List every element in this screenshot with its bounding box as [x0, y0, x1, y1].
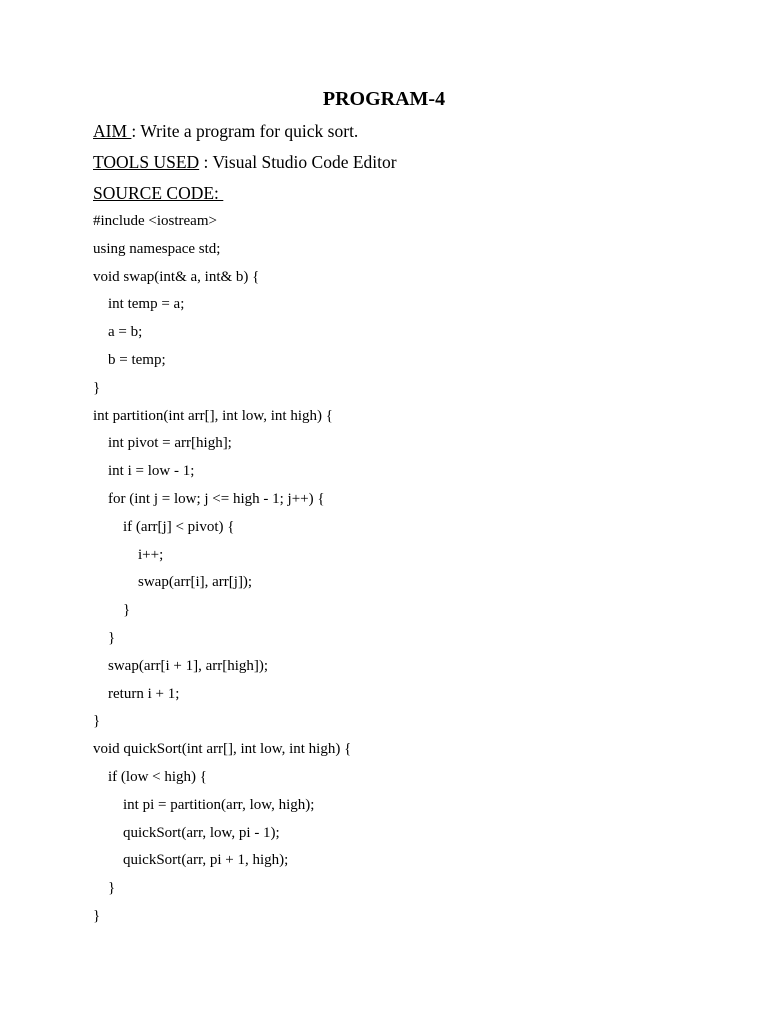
- source-code-label: SOURCE CODE:: [93, 183, 224, 203]
- code-line: #include <iostream>: [93, 213, 217, 229]
- code-line: }: [93, 713, 101, 730]
- code-line: quickSort(arr, low, pi - 1);: [93, 824, 280, 841]
- code-line: int pi = partition(arr, low, high);: [93, 796, 315, 813]
- aim-line: [93, 120, 358, 142]
- code-line: void swap(int& a, int& b) {: [93, 268, 260, 285]
- code-line: b = temp;: [93, 351, 166, 368]
- aim-label: AIM: [93, 121, 132, 141]
- code-line: }: [93, 907, 101, 924]
- code-line: }: [93, 629, 116, 646]
- code-line: int partition(int arr[], int low, int high) {: [93, 407, 333, 424]
- code-line: if (low < high) {: [93, 768, 207, 785]
- tools-line: [93, 151, 397, 173]
- code-line: quickSort(arr, pi + 1, high);: [93, 852, 289, 869]
- code-line: }: [93, 379, 101, 396]
- code-line: int temp = a;: [93, 296, 185, 313]
- source-code-block: [93, 208, 351, 931]
- code-line: return i + 1;: [93, 685, 180, 702]
- code-line: a = b;: [93, 324, 143, 341]
- code-line: if (arr[j] < pivot) {: [93, 518, 235, 535]
- page-title: PROGRAM-4: [322, 88, 446, 110]
- code-line: void quickSort(int arr[], int low, int high) {: [93, 741, 352, 758]
- code-line: }: [93, 880, 116, 897]
- code-line: swap(arr[i + 1], arr[high]);: [93, 657, 269, 674]
- aim-text: : Write a program for quick sort.: [131, 121, 359, 141]
- tools-label: TOOLS USED: [93, 152, 200, 172]
- code-line: }: [93, 602, 131, 619]
- code-line: for (int j = low; j <= high - 1; j++) {: [93, 490, 325, 507]
- tools-text: : Visual Studio Code Editor: [199, 152, 397, 172]
- code-line: int pivot = arr[high];: [93, 435, 232, 452]
- code-line: swap(arr[i], arr[j]);: [93, 574, 253, 591]
- code-line: using namespace std;: [93, 240, 221, 257]
- source-code-heading: [93, 182, 223, 204]
- code-line: int i = low - 1;: [93, 463, 195, 480]
- code-line: i++;: [93, 546, 164, 563]
